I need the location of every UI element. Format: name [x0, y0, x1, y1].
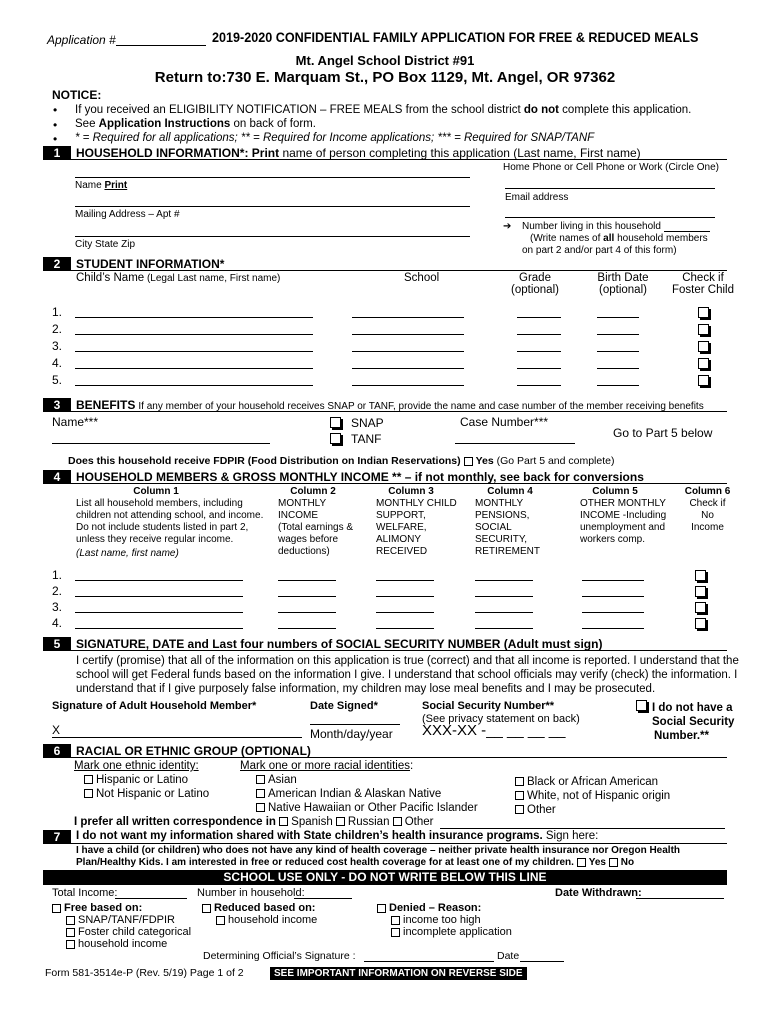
signature-x: X — [52, 723, 61, 737]
mailing-address-field[interactable] — [75, 206, 470, 207]
member-row-number: 1. — [52, 568, 63, 582]
column-3-header: Column 3 MONTHLY CHILD SUPPORT, WELFARE, ALIMONY RECEIVED — [376, 486, 457, 557]
official-signature-label: Determining Official’s Signature : — [203, 950, 356, 962]
member-child-support-field[interactable] — [376, 612, 434, 613]
date-withdrawn-field[interactable] — [636, 898, 724, 899]
notice-item-2: See Application Instructions on back of form. — [75, 118, 316, 130]
student-school-field[interactable] — [352, 368, 464, 369]
section-3-header: 3 — [43, 398, 727, 412]
member-monthly-income-field[interactable] — [278, 628, 336, 629]
other-race-option[interactable]: Other — [515, 803, 670, 817]
ethnic-identity-label: Mark one ethnic identity: — [74, 760, 199, 772]
student-school-field[interactable] — [352, 351, 464, 352]
case-number-label: Case Number*** — [460, 415, 549, 429]
notice-bullet: • — [53, 118, 58, 132]
benefits-name-label: Name*** — [52, 415, 99, 429]
member-row-number: 2. — [52, 584, 63, 598]
notice-bullet: • — [53, 103, 58, 117]
official-signature-field[interactable] — [364, 961, 494, 962]
student-name-field[interactable] — [75, 385, 313, 386]
student-row-number: 1. — [52, 305, 63, 319]
russian-option[interactable]: Russian — [336, 816, 390, 828]
write-names-note: (Write names of all household members — [530, 233, 708, 244]
number-in-household-field[interactable] — [294, 898, 352, 899]
official-date-field[interactable] — [520, 961, 564, 962]
free-snap-option[interactable]: SNAP/TANF/FDPIR — [52, 914, 191, 926]
total-income-field[interactable] — [115, 898, 187, 899]
section-6-title: RACIAL OR ETHNIC GROUP (OPTIONAL) — [76, 744, 311, 758]
section-5-header: 5 — [43, 637, 727, 651]
column-5-header: Column 5 OTHER MONTHLY INCOME -Including unemployment and workers comp. — [580, 486, 667, 545]
member-child-support-field[interactable] — [376, 628, 434, 629]
name-print-label: Name Print — [75, 180, 128, 191]
student-school-field[interactable] — [352, 317, 464, 318]
application-number-field[interactable] — [116, 45, 206, 46]
black-option[interactable]: Black or African American — [515, 775, 670, 789]
date-signed-label: Date Signed* — [310, 700, 378, 712]
no-income-checkbox[interactable] — [695, 618, 706, 629]
phone-label: Home Phone or Cell Phone or Work (Circle One) — [503, 162, 720, 173]
form-title: 2019-2020 CONFIDENTIAL FAMILY APPLICATION FOR FREE & REDUCED MEALS — [212, 29, 699, 45]
other-language-field[interactable] — [440, 828, 725, 829]
student-name-field[interactable] — [75, 351, 313, 352]
section-7-signature-field[interactable] — [590, 843, 725, 844]
reduced-based-group — [202, 902, 317, 926]
foster-child-checkbox[interactable] — [698, 358, 709, 369]
date-withdrawn-label: Date Withdrawn: — [555, 887, 642, 899]
phone-field[interactable] — [505, 188, 715, 189]
city-state-zip-field[interactable] — [75, 236, 470, 237]
native-hawaiian-option[interactable]: Native Hawaiian or Other Pacific Islander — [256, 801, 478, 815]
member-pensions-field[interactable] — [475, 596, 533, 597]
fdpir-yes-checkbox[interactable] — [464, 457, 473, 466]
ssn-label: Social Security Number** — [422, 700, 555, 712]
section-5-title: SIGNATURE, DATE and Last four numbers of SOCIAL SECURITY NUMBER (Adult must sign) — [76, 637, 603, 651]
student-grade-field[interactable] — [517, 368, 561, 369]
no-income-checkbox[interactable] — [695, 586, 706, 597]
section-4-title: HOUSEHOLD MEMBERS & GROSS MONTHLY INCOME ** – if not monthly, see back for conversions — [76, 470, 644, 484]
member-row-number: 4. — [52, 616, 63, 630]
official-date-label: Date — [497, 950, 520, 962]
health-coverage-text: I have a child (or children) who does not have any kind of health coverage – neither private health insurance nor Oregon Health Plan/Healthy Kids. I am interested in free or reduced cost health coverage for at least one of my children. Yes No — [76, 845, 681, 868]
certification-text: I certify (promise) that all of the information on this application is true (correct) and that all income is reported. I understand that the school will get Federal funds based on the information I give. I understand that school officials may verify (check) the information. I understand that if I give purposely false information, my children may lose meal benefits and I may be prosecuted. — [76, 655, 739, 695]
school-header: School — [404, 272, 440, 284]
member-row-number: 3. — [52, 600, 63, 614]
member-pensions-field[interactable] — [475, 580, 533, 581]
member-pensions-field[interactable] — [475, 628, 533, 629]
benefits-name-field[interactable] — [52, 443, 270, 444]
notice-item-1: If you received an ELIGIBILITY NOTIFICATION – FREE MEALS from the school district do not complete this application. — [75, 104, 692, 116]
race-options — [256, 773, 478, 815]
total-income-label: Total Income: — [52, 887, 118, 899]
number-living-label: Number living in this household — [522, 221, 661, 232]
snap-label: SNAP — [351, 416, 384, 430]
section-7-title: I do not want my information shared with State children’s health insurance programs. Sign here: — [76, 830, 599, 842]
foster-child-checkbox[interactable] — [698, 375, 709, 386]
asian-option[interactable]: Asian — [256, 773, 478, 787]
member-monthly-income-field[interactable] — [278, 580, 336, 581]
not-hispanic-option[interactable]: Not Hispanic or Latino — [84, 787, 209, 801]
member-monthly-income-field[interactable] — [278, 612, 336, 613]
student-row-number: 3. — [52, 339, 63, 353]
student-school-field[interactable] — [352, 334, 464, 335]
member-name-field[interactable] — [75, 580, 243, 581]
grade-header: Grade (optional) — [511, 272, 559, 296]
mailing-address-label: Mailing Address – Apt # — [75, 209, 180, 220]
column-4-header: Column 4 MONTHLY PENSIONS, SOCIAL SECURITY, RETIREMENT — [475, 486, 540, 557]
district-name: Mt. Angel School District #91 — [295, 53, 475, 68]
american-indian-option[interactable]: American Indian & Alaskan Native — [256, 787, 478, 801]
student-birthdate-field[interactable] — [597, 351, 639, 352]
notice-bullet: • — [53, 132, 58, 146]
student-birthdate-field[interactable] — [597, 317, 639, 318]
case-number-field[interactable] — [455, 443, 575, 444]
student-name-field[interactable] — [75, 334, 313, 335]
month-day-year-label: Month/day/year — [310, 727, 393, 741]
section-6-header: 6 — [43, 744, 727, 758]
number-in-household-label: Number in household: — [197, 887, 305, 899]
member-other-income-field[interactable] — [582, 580, 644, 581]
date-signed-field[interactable] — [310, 724, 400, 725]
form-number: Form 581-3514e-P (Rev. 5/19) Page 1 of 2 — [45, 967, 244, 979]
go-to-part-5: Go to Part 5 below — [613, 426, 713, 440]
no-ssn-checkbox[interactable] — [636, 700, 647, 711]
foster-child-header: Check if Foster Child — [672, 272, 734, 296]
foster-child-checkbox[interactable] — [698, 341, 709, 352]
student-name-field[interactable] — [75, 368, 313, 369]
snap-checkbox[interactable] — [330, 417, 341, 428]
section-1-title: HOUSEHOLD INFORMATION*: Print name of person completing this application (Last name, First name) — [76, 146, 641, 160]
member-child-support-field[interactable] — [376, 596, 434, 597]
column-1-header: Column 1 List all household members, including children not attending school, and income. Do not include students listed in part 2, unless they receive regular income. (Last name, first name) — [76, 486, 264, 559]
section-1-header: 1 — [43, 146, 727, 160]
free-based-option[interactable]: Free based on: — [52, 902, 191, 914]
member-other-income-field[interactable] — [582, 628, 644, 629]
application-number-label: Application # — [47, 33, 116, 47]
denied-group — [377, 902, 512, 938]
denied-option[interactable]: Denied – Reason: — [377, 902, 512, 914]
notice-heading: NOTICE: — [52, 88, 102, 102]
denied-income-option[interactable]: income too high — [377, 914, 512, 926]
student-school-field[interactable] — [352, 385, 464, 386]
free-income-option[interactable]: household income — [52, 938, 191, 950]
student-birthdate-field[interactable] — [597, 368, 639, 369]
reduced-income-option[interactable]: household income — [202, 914, 317, 926]
reverse-side-banner: SEE IMPORTANT INFORMATION ON REVERSE SIDE — [270, 967, 527, 980]
city-state-zip-label: City State Zip — [75, 239, 136, 250]
hispanic-option[interactable]: Hispanic or Latino — [84, 773, 209, 787]
notice-item-3: * = Required for all applications; ** = Required for Income applications; *** = Required for SNAP/TANF — [75, 132, 595, 144]
white-option[interactable]: White, not of Hispanic origin — [515, 789, 670, 803]
no-income-checkbox[interactable] — [695, 602, 706, 613]
birth-date-header: Birth Date (optional) — [597, 272, 649, 296]
ssn-field[interactable]: XXX-XX -__ __ __ __ — [422, 722, 566, 739]
no-ssn-label: I do not have a Social Security Number.** — [652, 702, 735, 742]
student-row-number: 5. — [52, 373, 63, 387]
section-7-header: 7 — [43, 830, 727, 844]
section-4-header: 4 — [43, 470, 727, 484]
member-name-field[interactable] — [75, 612, 243, 613]
no-income-checkbox[interactable] — [695, 570, 706, 581]
health-yes-checkbox[interactable] — [577, 858, 586, 867]
reduced-based-option[interactable]: Reduced based on: — [202, 902, 317, 914]
school-use-banner: SCHOOL USE ONLY - DO NOT WRITE BELOW THIS LINE — [43, 870, 727, 885]
signature-field[interactable] — [52, 737, 302, 738]
number-living-field[interactable] — [664, 231, 710, 232]
correspondence-row: I prefer all written correspondence in Spanish Russian Other — [74, 816, 434, 828]
health-no-checkbox[interactable] — [609, 858, 618, 867]
student-birthdate-field[interactable] — [597, 334, 639, 335]
email-field[interactable] — [505, 217, 715, 218]
ssn-privacy-note: (See privacy statement on back) — [422, 713, 580, 725]
denied-incomplete-option[interactable]: incomplete application — [377, 926, 512, 938]
member-monthly-income-field[interactable] — [278, 596, 336, 597]
tanf-label: TANF — [351, 432, 382, 446]
spanish-option[interactable]: Spanish — [279, 816, 333, 828]
return-address: Return to:730 E. Marquam St., PO Box 1129, Mt. Angel, OR 97362 — [154, 69, 616, 86]
member-other-income-field[interactable] — [582, 612, 644, 613]
tanf-checkbox[interactable] — [330, 433, 341, 444]
race-options-2 — [515, 775, 670, 817]
foster-child-checkbox[interactable] — [698, 324, 709, 335]
free-based-group — [52, 902, 191, 950]
section-2-header: 2 — [43, 257, 727, 271]
racial-identity-label: Mark one or more racial identities: — [240, 760, 414, 772]
arrow-icon: ➔ — [503, 221, 512, 232]
student-name-field[interactable] — [75, 317, 313, 318]
name-field[interactable] — [75, 177, 470, 178]
student-row-number: 4. — [52, 356, 63, 370]
ethnic-options — [84, 773, 209, 801]
write-names-note-2: on part 2 and/or part 4 of this form) — [522, 245, 677, 256]
other-language-option[interactable]: Other — [393, 816, 434, 828]
section-2-title: STUDENT INFORMATION* — [76, 257, 225, 271]
student-grade-field[interactable] — [517, 385, 561, 386]
column-2-header: Column 2 MONTHLY INCOME (Total earnings & wages before deductions) — [278, 486, 354, 557]
email-label: Email address — [505, 192, 569, 203]
fdpir-question: Does this household receive FDPIR (Food Distribution on Indian Reservations) Yes (Go Part 5 and complete) — [68, 455, 615, 467]
signature-label: Signature of Adult Household Member* — [52, 700, 257, 712]
foster-child-checkbox[interactable] — [698, 307, 709, 318]
member-name-field[interactable] — [75, 628, 243, 629]
student-grade-field[interactable] — [517, 317, 561, 318]
member-other-income-field[interactable] — [582, 596, 644, 597]
student-grade-field[interactable] — [517, 334, 561, 335]
member-pensions-field[interactable] — [475, 612, 533, 613]
column-6-header: Column 6 Check if No Income — [684, 486, 731, 533]
section-3-title: BENEFITS If any member of your household receives SNAP or TANF, provide the name and case number of the member receiving benefits — [76, 398, 704, 412]
free-foster-option[interactable]: Foster child categorical — [52, 926, 191, 938]
student-grade-field[interactable] — [517, 351, 561, 352]
member-name-field[interactable] — [75, 596, 243, 597]
child-name-header: Child’s Name (Legal Last name, First name) — [76, 272, 281, 284]
student-row-number: 2. — [52, 322, 63, 336]
member-child-support-field[interactable] — [376, 580, 434, 581]
student-birthdate-field[interactable] — [597, 385, 639, 386]
